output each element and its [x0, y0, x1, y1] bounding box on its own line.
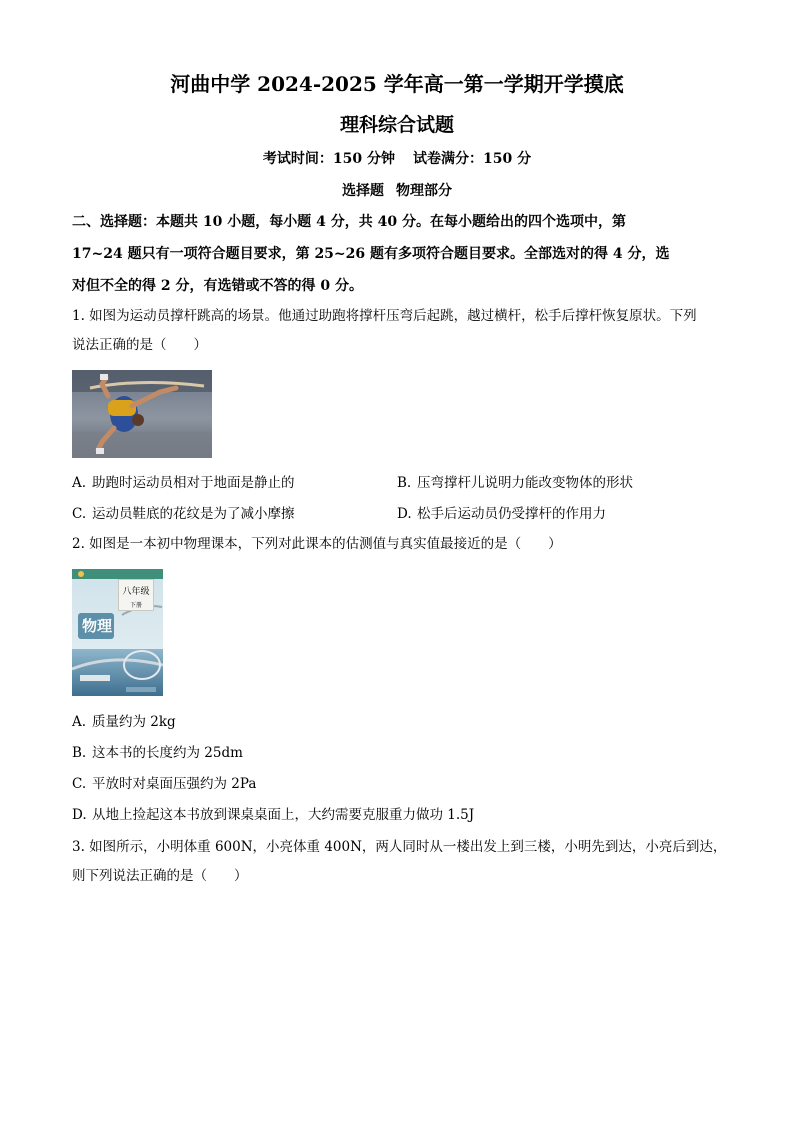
part-label: 选择题	[342, 183, 384, 199]
grade-label-box	[118, 579, 154, 611]
question-line: 2. 如图是一本初中物理课本，下列对此课本的估测值与真实值最接近的是（ ）	[72, 536, 562, 552]
question-1-stem	[72, 302, 732, 360]
option-text: 从地上捡起这本书放到课桌桌面上，大约需要克服重力做功 1.5J	[92, 807, 475, 823]
option-text: 平放时对桌面压强约为 2Pa	[92, 776, 257, 792]
option-letter: A.	[72, 475, 87, 491]
subject-label: 物理	[82, 617, 113, 635]
question-line: 说法正确的是（ ）	[72, 337, 207, 353]
option-letter: B.	[72, 745, 87, 761]
q2-option-a[interactable]	[72, 712, 176, 732]
pole-vault-illustration	[72, 370, 212, 458]
option-text: 这本书的长度约为 25dm	[92, 745, 243, 761]
part-sub-label: 物理部分	[396, 183, 452, 199]
exam-subtitle: 理科综合试题	[339, 114, 454, 136]
exam-info	[0, 148, 794, 168]
pole-vault-photo	[72, 370, 212, 458]
q2-option-b[interactable]	[72, 743, 243, 763]
volume-label: 下册	[129, 602, 142, 609]
option-text: 运动员鞋底的花纹是为了减小摩擦	[92, 506, 295, 522]
physics-textbook-cover	[72, 569, 163, 696]
option-text: 松手后运动员仍受撑杆的作用力	[417, 506, 606, 522]
option-text: 助跑时运动员相对于地面是静止的	[92, 475, 295, 491]
option-letter: D.	[72, 807, 87, 823]
option-text: 压弯撑杆儿说明力能改变物体的形状	[417, 475, 633, 491]
option-letter: D.	[397, 506, 412, 522]
question-line: 3. 如图所示，小明体重 600N，小亮体重 400N，两人同时从一楼出发上到三楼，小明先到达，小亮后到达，	[72, 839, 727, 855]
q1-option-a[interactable]	[72, 473, 295, 493]
question-line: 则下列说法正确的是（ ）	[72, 868, 248, 884]
option-text: 质量约为 2kg	[92, 714, 176, 730]
section-line: 二、选择题：本题共 10 小题，每小题 4 分，共 40 分。在每小题给出的四个选项中，第	[72, 214, 626, 230]
q1-option-b[interactable]	[397, 473, 633, 493]
option-letter: B.	[397, 475, 412, 491]
section-instructions	[72, 206, 732, 302]
full-score: 试卷满分：150 分	[413, 151, 532, 167]
option-letter: C.	[72, 506, 87, 522]
q2-option-c[interactable]	[72, 774, 256, 794]
q2-option-d[interactable]	[72, 805, 474, 825]
option-letter: C.	[72, 776, 87, 792]
q1-option-d[interactable]	[397, 504, 606, 524]
exam-time: 考试时间：150 分钟	[262, 151, 395, 167]
question-3-stem	[72, 833, 732, 891]
grade-label: 八年级	[122, 587, 150, 597]
section-line: 对但不全的得 2 分，有选错或不答的得 0 分。	[72, 278, 363, 294]
q1-option-c[interactable]	[72, 504, 295, 524]
question-line: 1. 如图为运动员撑杆跳高的场景。他通过助跑将撑杆压弯后起跳，越过横杆，松手后撑杆恢复原状。下列	[72, 308, 697, 324]
exam-title: 河曲中学 2024-2025 学年高一第一学期开学摸底	[170, 72, 624, 96]
section-line: 17~24 题只有一项符合题目要求，第 25~26 题有多项符合题目要求。全部选对的得 4 分，选	[72, 246, 670, 262]
question-2-stem	[72, 530, 732, 559]
option-letter: A.	[72, 714, 87, 730]
part-heading	[0, 180, 794, 200]
